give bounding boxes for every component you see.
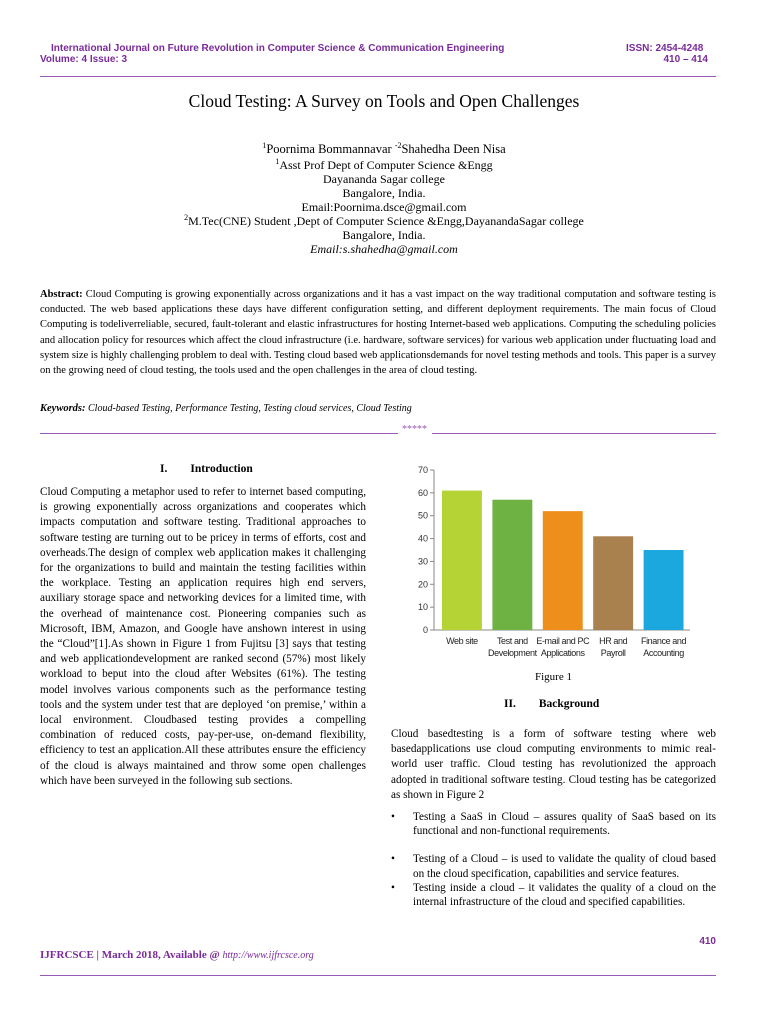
x-tick-label: E-mail and PC bbox=[536, 636, 590, 646]
bar-4 bbox=[593, 536, 633, 630]
y-tick-label: 50 bbox=[417, 510, 428, 521]
y-tick-label: 30 bbox=[417, 556, 428, 567]
y-tick-label: 40 bbox=[417, 533, 428, 544]
aff1-city: Bangalore, India. bbox=[342, 186, 426, 200]
list-item: • Testing a SaaS in Cloud – assures quality of SaaS based on its functional and non-functional requirements. bbox=[391, 811, 716, 838]
page-range: 410 – 414 bbox=[663, 54, 708, 65]
aff2-email: Email:s.shahedha@gmail.com bbox=[310, 242, 458, 256]
x-tick-label: Accounting bbox=[643, 648, 684, 658]
aff2-sup: 2 bbox=[184, 213, 189, 222]
author1: Poornima Bommannavar bbox=[266, 142, 395, 157]
y-tick-label: 20 bbox=[417, 579, 428, 590]
bar-2 bbox=[492, 500, 532, 630]
aff1-dept: Asst Prof Dept of Computer Science &Engg bbox=[279, 158, 493, 172]
keywords-text: Cloud-based Testing, Performance Testing, Testing cloud services, Cloud Testing bbox=[85, 403, 412, 414]
bar-3 bbox=[543, 511, 583, 630]
volume-issue: Volume: 4 Issue: 3 bbox=[40, 54, 128, 65]
footer-text: IJFRCSCE | March 2018, Available @ bbox=[40, 949, 223, 961]
bullet-icon: • bbox=[391, 853, 395, 866]
figure-1-caption: Figure 1 bbox=[535, 671, 572, 683]
bar-5 bbox=[644, 550, 684, 630]
bar-1 bbox=[442, 491, 482, 630]
bullet-icon: • bbox=[391, 881, 395, 894]
journal-title: International Journal on Future Revolution in Computer Science & Communication Engineering bbox=[51, 43, 505, 54]
intro-heading: I. Introduction bbox=[160, 463, 253, 475]
affiliation-2 bbox=[0, 211, 768, 256]
keywords bbox=[40, 403, 716, 414]
figure-1-chart bbox=[410, 462, 695, 672]
author1-sup: 1 bbox=[262, 141, 267, 150]
x-tick-label: Test and bbox=[496, 636, 528, 646]
affiliation-1 bbox=[0, 155, 768, 214]
background-heading: II. Background bbox=[504, 698, 600, 710]
aff1-email: Email:Poornima.dsce@gmail.com bbox=[301, 200, 467, 214]
x-tick-label: HR and bbox=[599, 636, 628, 646]
x-tick-label: Payroll bbox=[600, 648, 626, 658]
testing-categories-list bbox=[391, 810, 716, 909]
y-tick-label: 60 bbox=[417, 487, 428, 498]
list-item: • Testing inside a cloud – it validates the quality of a cloud on the internal infrastructure of the cloud and specified capabilities. bbox=[391, 881, 716, 909]
keywords-label: Keywords: bbox=[40, 403, 86, 414]
x-tick-label: Development bbox=[488, 648, 537, 658]
aff2-dept: M.Tec(CNE) Student ,Dept of Computer Science &Engg,DayanandaSagar college bbox=[188, 214, 584, 228]
abstract bbox=[40, 287, 716, 378]
section-separator bbox=[40, 424, 716, 438]
author2-sup: -2 bbox=[394, 141, 402, 150]
footer-citation bbox=[40, 949, 314, 961]
footer-rule bbox=[40, 975, 716, 976]
bullet-icon: • bbox=[391, 811, 395, 823]
y-tick-label: 0 bbox=[422, 625, 428, 635]
authors bbox=[0, 139, 768, 156]
separator-stars: ***** bbox=[402, 424, 427, 435]
separator-line-right bbox=[432, 433, 716, 434]
author2: Shahedha Deen Nisa bbox=[401, 142, 506, 157]
issn: ISSN: 2454-4248 bbox=[626, 43, 704, 54]
aff1-sup: 1 bbox=[275, 157, 280, 166]
abstract-label: Abstract: bbox=[40, 289, 83, 300]
header-rule bbox=[40, 76, 716, 77]
x-tick-label: Applications bbox=[540, 648, 585, 658]
y-tick-label: 70 bbox=[417, 465, 428, 475]
aff1-college: Dayananda Sagar college bbox=[323, 172, 445, 186]
footer-url[interactable]: http://www.ijfrcsce.org bbox=[222, 950, 314, 961]
x-tick-label: Finance and bbox=[640, 636, 687, 646]
background-text: Cloud basedtesting is a form of software testing where web basedapplications use cloud computing environments to mimic real-world user traffic. Cloud testing has revolutionized the approach adopted in traditional software testing. Cloud testing has be categorized as shown in Figure 2 bbox=[391, 728, 716, 801]
abstract-text: Cloud Computing is growing exponentially across organizations and it has a vast impact on the way traditional computation and software testing is conducted. The web based applications these days have different configuration setting, and different deployment requirements. The main focus of Cloud Computing is todeliverreliable, secured, fault-tolerant and elastic infrastructures for hosting Internet-based web applications. Computing the scheduling policies and allocation policy for resources which affect the cloud infrastructure (i.e. hardware, software services) for various web application under fluctuating load and system size is highly challenging problem to deal with. Testing cloud based web applicationsdemands for novel testing methods and tools. This paper is a survey on the growing need of cloud testing, the tools used and the open challenges in the area of cloud testing. bbox=[40, 289, 716, 377]
page-number: 410 bbox=[699, 936, 716, 947]
paper-title: Cloud Testing: A Survey on Tools and Open Challenges bbox=[188, 91, 580, 111]
separator-line-left bbox=[40, 433, 398, 434]
list-item: • Testing of a Cloud – is used to validate the quality of cloud based on the cloud specification, capabilities and service features. bbox=[391, 853, 716, 880]
aff2-city: Bangalore, India. bbox=[342, 228, 426, 242]
y-tick-label: 10 bbox=[417, 602, 428, 613]
x-tick-label: Web site bbox=[446, 636, 478, 646]
intro-text: Cloud Computing a metaphor used to refer to internet based computing, is growing exponentially across organizations and cooperates which impacts computation and software testing. Traditional approaches to software testing are turning out to be pricey in terms of efforts, cost and overheads.The design of complex web application makes it challenging for the organizations to build and maintain the testing facilities within the workplace. Testing an application requires high end servers, auxiliary storage space and networking devices for a limited time, with the overhead of maintenance cost. Pioneering companies such as Microsoft, IBM, Amazon, and Google have anshown interest in using the “Cloud”[1].As shown in Figure 1 from Fujitsu [3] says that testing and web applicationdevelopment are ranked second (57%) most likely workload to beput into the cloud after Websites (61%). The testing model involves various components such as the performance testing tools and the system under test that are deployed ‘on premise,’ within a local environment. Cloudbased testing provides a compelling combination of reduced costs, pay-per-use, on-demand flexibility, efficiency to test an application.All these attributes ensure the efficiency of the cloud is always maintained and throw some open challenges which have been surveyed in the following sub sections. bbox=[40, 486, 366, 787]
